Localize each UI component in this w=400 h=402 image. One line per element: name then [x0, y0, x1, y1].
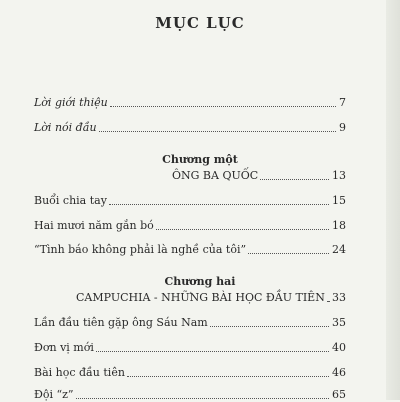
toc-entry-page: 40 [332, 341, 346, 354]
toc-entry-page: 15 [332, 194, 346, 207]
toc-entry-page: 9 [339, 121, 346, 134]
toc-entry-label: Đội “z” [34, 388, 74, 401]
toc-entry [34, 241, 346, 257]
toc-entry-label: Buổi chia tay [34, 194, 107, 207]
toc-entry-page: 24 [332, 243, 346, 256]
toc-entry-label: Bài học đầu tiên [34, 366, 125, 379]
toc-entry [34, 119, 346, 135]
toc-entry-page: 65 [332, 388, 346, 401]
toc-entry-label: “Tình báo không phải là nghề của tôi” [34, 243, 247, 256]
toc-entry-page: 35 [332, 316, 346, 329]
toc-entry [34, 192, 346, 208]
dot-leader [109, 204, 329, 205]
chapter-page: 13 [332, 169, 346, 182]
page-title: MỤC LỤC [155, 14, 245, 32]
dot-leader [156, 229, 329, 230]
chapter-heading: Chương hai [164, 275, 236, 288]
chapter-title: CAMPUCHIA - NHỮNG BÀI HỌC ĐẦU TIÊN [76, 291, 325, 304]
dot-leader [96, 351, 329, 352]
chapter-title-entry [172, 167, 346, 183]
toc-entry-label: Lần đầu tiên gặp ông Sáu Nam [34, 316, 208, 329]
chapter-title-entry [76, 289, 346, 305]
dot-leader [248, 253, 329, 254]
toc-entry [34, 94, 346, 110]
dot-leader [210, 326, 329, 327]
toc-entry [34, 364, 346, 380]
toc-entry-page: 7 [339, 96, 346, 109]
toc-entry-page: 46 [332, 366, 346, 379]
toc-entry [34, 217, 346, 233]
dot-leader [99, 131, 336, 132]
chapter-title: ÔNG BA QUỐC [172, 169, 259, 182]
toc-entry [34, 314, 346, 330]
dot-leader [260, 179, 329, 180]
toc-entry-label: Hai mươi năm gắn bó [34, 219, 154, 232]
chapter-page: 33 [332, 291, 346, 304]
toc-entry-label: Đơn vị mới [34, 341, 94, 354]
dot-leader [76, 398, 329, 399]
toc-entry-page: 18 [332, 219, 346, 232]
chapter-heading: Chương một [162, 153, 238, 166]
dot-leader [110, 106, 336, 107]
toc-entry [34, 339, 346, 355]
toc-entry-label: Lời nói đầu [34, 121, 97, 134]
dot-leader [127, 376, 329, 377]
toc-entry-label: Lời giới thiệu [34, 96, 108, 109]
page-edge [386, 0, 400, 400]
